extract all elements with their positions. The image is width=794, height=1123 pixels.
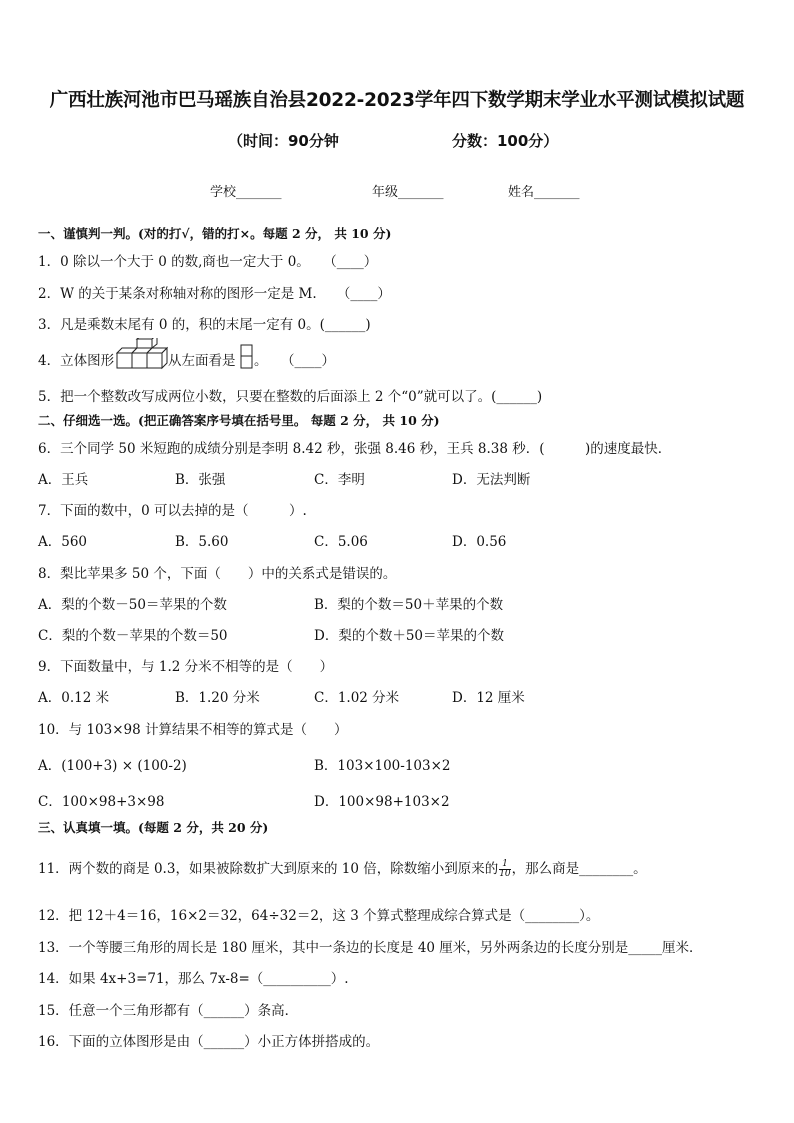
fraction-one-tenth	[499, 860, 510, 879]
q7-option-b[interactable]: B．5.60	[175, 534, 229, 550]
q6-option-a[interactable]: A．王兵	[38, 472, 89, 488]
q6-option-c[interactable]: C．李明	[314, 472, 365, 488]
question-16: 16．下面的立体图形是由（______）小正方体拼搭成的。	[38, 1034, 380, 1050]
school-field[interactable]: 学校_______	[210, 185, 282, 200]
q8-option-c[interactable]: C．梨的个数－苹果的个数＝50	[38, 628, 228, 644]
q8-option-b[interactable]: B．梨的个数＝50＋苹果的个数	[314, 597, 504, 613]
q7-option-d[interactable]: D．0.56	[452, 534, 507, 550]
question-4-text-c: 。 （____）	[254, 353, 335, 369]
question-2: 2．W 的关于某条对称轴对称的图形一定是 M. （____）	[38, 286, 391, 302]
question-11	[38, 857, 647, 879]
section2-heading: 二、仔细选一选。(把正确答案序号填在括号里。 每题 2 分， 共 10 分)	[38, 413, 440, 428]
question-12: 12．把 12＋4＝16，16×2＝32，64÷32＝2，这 3 个算式整理成综合算式是（________）。	[38, 908, 600, 924]
question-5: 5．把一个整数改写成两位小数，只要在整数的后面添上 2 个“0”就可以了。(______)	[38, 389, 543, 405]
q9-option-d[interactable]: D．12 厘米	[452, 690, 525, 706]
fraction-numerator: 1	[499, 860, 510, 870]
q11-text-b: ，那么商是________。	[511, 861, 647, 877]
page-title: 广西壮族河池市巴马瑶族自治县2022-2023学年四下数学期末学业水平测试模拟试题	[49, 90, 745, 111]
question-8: 8．梨比苹果多 50 个，下面（ ）中的关系式是错误的。	[38, 566, 397, 582]
question-4-text-a: 4．立体图形	[38, 353, 115, 369]
question-14: 14．如果 4x+3=71，那么 7x-8=（__________）.	[38, 971, 349, 987]
q8-option-a[interactable]: A．梨的个数－50＝苹果的个数	[38, 597, 227, 613]
fraction-denominator: 10	[499, 869, 511, 879]
name-field[interactable]: 姓名_______	[508, 185, 580, 200]
q11-text-a: 11．两个数的商是 0.3，如果被除数扩大到原来的 10 倍，除数缩小到原来的	[38, 861, 499, 877]
q9-option-c[interactable]: C．1.02 分米	[314, 690, 400, 706]
q6-option-b[interactable]: B．张强	[175, 472, 226, 488]
question-15: 15．任意一个三角形都有（______）条高．	[38, 1003, 299, 1019]
cube-solid-figure	[116, 338, 168, 370]
q10-option-b[interactable]: B．103×100-103×2	[314, 758, 451, 774]
question-3: 3．凡是乘数末尾有 0 的，积的末尾一定有 0。(______)	[38, 317, 371, 333]
question-7: 7．下面的数中，0 可以去掉的是（ ）.	[38, 503, 307, 519]
left-view-figure	[240, 344, 254, 370]
q7-option-a[interactable]: A．560	[38, 534, 88, 550]
q8-option-d[interactable]: D．梨的个数＋50＝苹果的个数	[314, 628, 505, 644]
q9-option-a[interactable]: A．0.12 米	[38, 690, 110, 706]
q6-option-d[interactable]: D．无法判断	[452, 472, 531, 488]
time-limit: （时间：90分钟	[228, 132, 339, 150]
q10-option-c[interactable]: C．100×98+3×98	[38, 794, 165, 810]
section1-heading: 一、谨慎判一判。(对的打√，错的打×。每题 2 分， 共 10 分)	[38, 226, 392, 241]
q10-option-a[interactable]: A．(100+3) × (100-2)	[38, 758, 187, 774]
question-6: 6．三个同学 50 米短跑的成绩分别是李明 8.42 秒，张强 8.46 秒，王兵 8.38 秒．( )的速度最快．	[38, 441, 672, 457]
q9-option-b[interactable]: B．1.20 分米	[175, 690, 260, 706]
q10-option-d[interactable]: D．100×98+103×2	[314, 794, 450, 810]
total-score: 分数：100分）	[452, 132, 559, 150]
question-13: 13．一个等腰三角形的周长是 180 厘米，其中一条边的长度是 40 厘米，另外两条边的长度分别是_____厘米．	[38, 940, 703, 956]
q7-option-c[interactable]: C．5.06	[314, 534, 368, 550]
grade-field[interactable]: 年级_______	[372, 185, 444, 200]
question-4-text-b: 从左面看是	[168, 353, 236, 369]
section3-heading: 三、认真填一填。(每题 2 分，共 20 分)	[38, 820, 269, 835]
question-1: 1．0 除以一个大于 0 的数,商也一定大于 0。 （____）	[38, 254, 378, 270]
question-10: 10．与 103×98 计算结果不相等的算式是（ ）	[38, 722, 348, 738]
question-9: 9．下面数量中，与 1.2 分米不相等的是（ ）	[38, 659, 334, 675]
